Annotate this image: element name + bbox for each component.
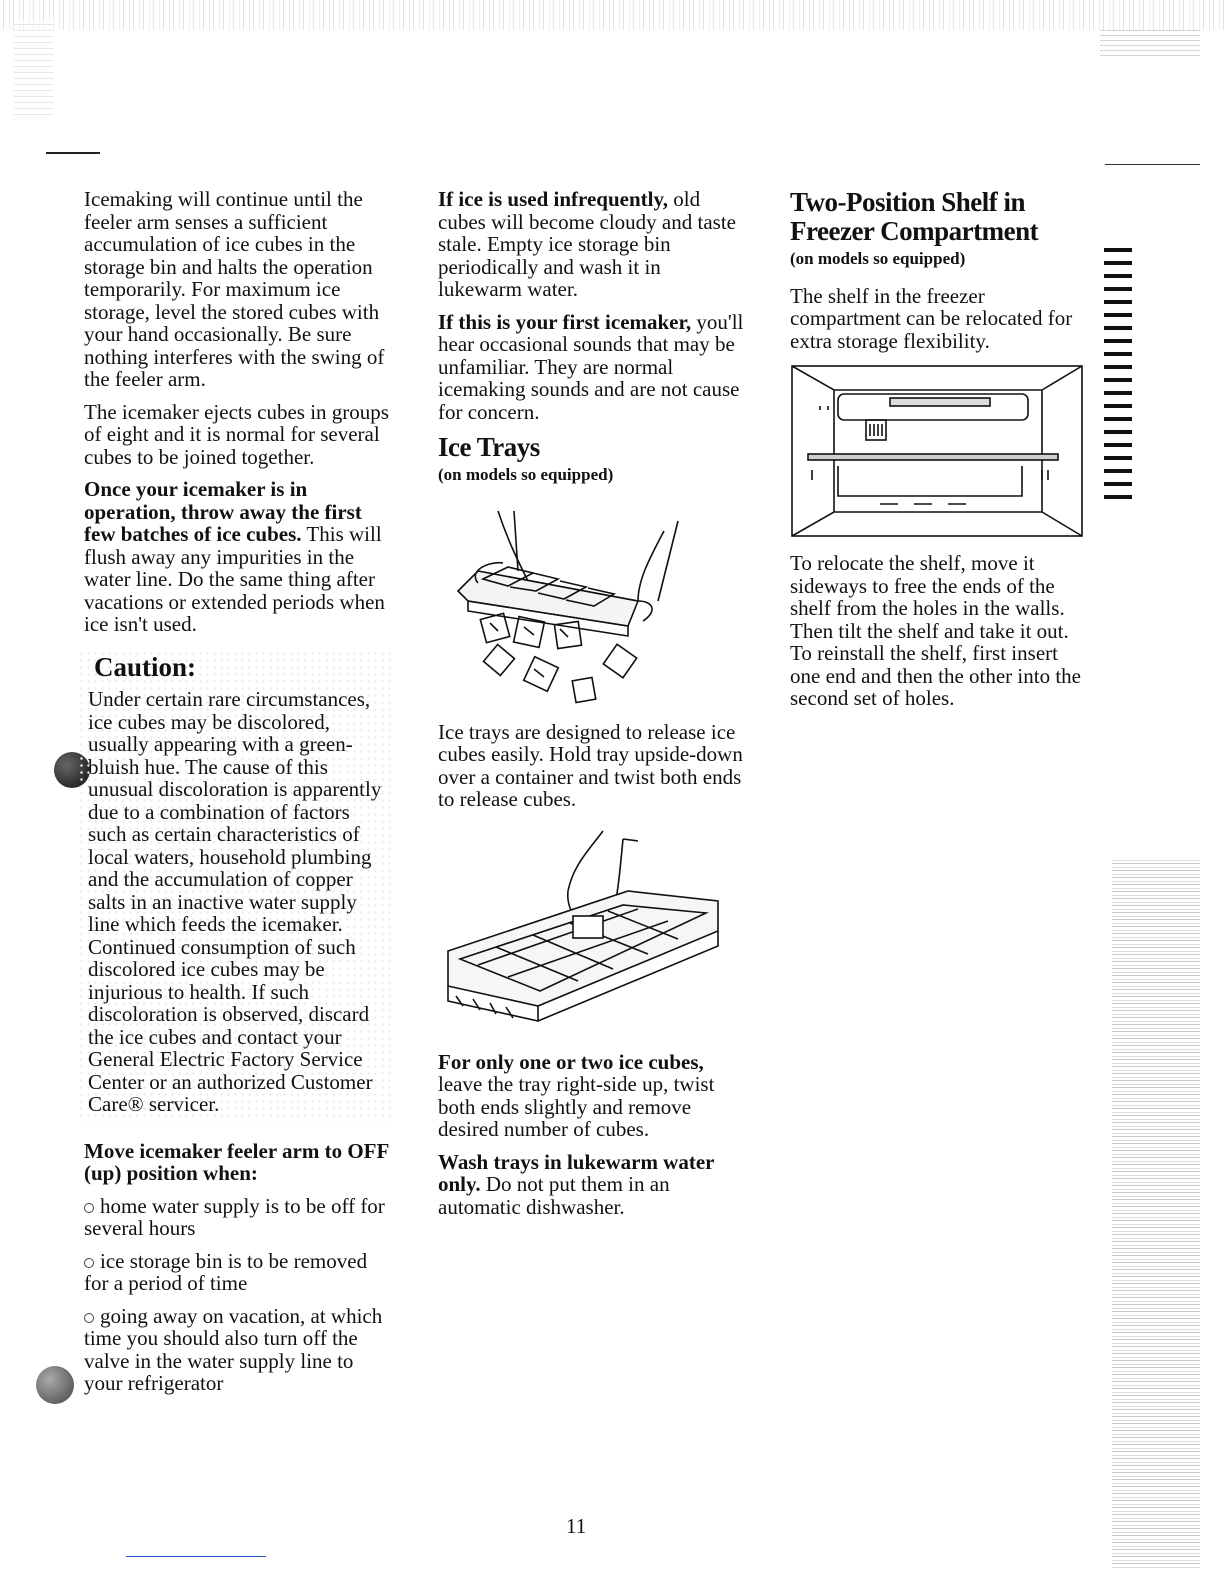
scan-artifact-left: [14, 20, 54, 120]
bullet-icon: [84, 1258, 94, 1268]
bullet-text: home water supply is to be off for several hours: [84, 1193, 385, 1240]
shelf-section-title: Two-Position Shelf in Freezer Compartment: [790, 187, 1039, 246]
infrequent-paragraph: [438, 188, 746, 301]
caution-box: [78, 650, 394, 1122]
bullet-item: [84, 1250, 394, 1295]
right-rule: [1105, 164, 1200, 165]
column-right: [790, 182, 1088, 720]
wash-trays-paragraph: [438, 1151, 746, 1219]
ice-tray-upside-down-illustration: [438, 501, 738, 711]
column-left: [84, 188, 394, 1405]
shelf-section-subtitle: (on models so equipped): [790, 249, 966, 268]
page-number: 11: [566, 1514, 587, 1538]
bullet-icon: [84, 1313, 94, 1323]
bullet-text: going away on vacation, at which time you should also turn off the valve in the water supply line to your refrigerator: [84, 1303, 383, 1395]
bullet-text: ice storage bin is to be removed for a period of time: [84, 1248, 368, 1295]
bullet-item: [84, 1195, 394, 1240]
infrequent-body: old cubes will become cloudy and taste stale. Empty ice storage bin periodically and wash it in lukewarm water.: [438, 187, 736, 301]
infrequent-lead: If ice is used infrequently,: [438, 187, 669, 211]
freezer-shelf-illustration: [790, 362, 1086, 542]
wash-trays-lead: Wash trays in lukewarm water only.: [438, 1149, 715, 1196]
eject-paragraph: The icemaker ejects cubes in groups of eight and it is normal for several cubes to be joined together.: [84, 399, 389, 469]
icemaking-paragraph: Icemaking will continue until the feeler arm senses a sufficient accumulation of ice cubes in the storage bin and halts the operation temporarily. For maximum ice storage, level the stored cubes with your hand occasionally. Be sure nothing interferes with the swing of the feeler arm.: [84, 187, 385, 391]
bullet-icon: [84, 1203, 94, 1213]
feeler-arm-heading: Move icemaker feeler arm to OFF (up) position when:: [84, 1138, 389, 1185]
first-icemaker-body: you'll hear occasional sounds that may be unfamiliar. They are normal icemaking sounds and are not cause for concern.: [438, 309, 744, 424]
margin-marks: [1104, 248, 1132, 508]
one-two-cubes-body: leave the tray right-side up, twist both ends slightly and remove desired number of cubes.: [438, 1072, 715, 1141]
ice-trays-paragraph: Ice trays are designed to release ice cubes easily. Hold tray upside-down over a container and twist both ends to release cubes.: [438, 719, 743, 811]
bottom-rule: [126, 1556, 266, 1557]
first-batches-paragraph: [84, 478, 394, 636]
binder-hole-bottom: [36, 1366, 74, 1404]
shelf-relocate-paragraph: To relocate the shelf, move it sideways to free the ends of the shelf from the holes in the walls. Then tilt the shelf and take it out. To reinstall the shelf, first insert one end and then the other into the second set of holes.: [790, 551, 1081, 710]
ice-trays-subtitle: (on models so equipped): [438, 465, 614, 484]
first-batches-body: This will flush away any impurities in the water line. Do the same thing after vacations or extended periods when ice isn't used.: [84, 522, 385, 636]
bullet-item: [84, 1305, 394, 1395]
column-middle: [438, 188, 746, 1228]
one-two-cubes-paragraph: [438, 1051, 746, 1141]
first-icemaker-paragraph: [438, 311, 746, 424]
ice-trays-title: Ice Trays: [438, 432, 540, 462]
caution-text: Under certain rare circumstances, ice cubes may be discolored, usually appearing with a green-bluish hue. The cause of this unusual discoloration is apparently due to a combination of factors such as certain characteristics of local waters, household plumbing and the accumulation of copper salts in an inactive water supply line which feeds the icemaker. Continued consumption of such discolored ice cubes may be injurious to health. If such discoloration is observed, discard the ice cubes and contact your General Electric Factory Service Center or an authorized Customer Care® servicer.: [88, 687, 382, 1116]
first-batches-lead: Once your icemaker is in operation, throw away the first few batches of ice cubes.: [84, 477, 362, 546]
shelf-intro-paragraph: The shelf in the freezer compartment can be relocated for extra storage flexibility.: [790, 283, 1073, 353]
caution-title: Caution:: [94, 651, 197, 682]
first-icemaker-lead: If this is your first icemaker,: [438, 309, 692, 334]
corner-dash: [46, 152, 100, 154]
one-two-cubes-lead: For only one or two ice cubes,: [438, 1049, 704, 1074]
scan-artifact-right-top: [1100, 30, 1200, 60]
scan-artifact-right-strip: [1112, 860, 1200, 1570]
wash-trays-body: Do not put them in an automatic dishwasher.: [438, 1172, 670, 1219]
scan-artifact-top: [0, 0, 1224, 30]
ice-tray-twist-illustration: [438, 821, 738, 1041]
